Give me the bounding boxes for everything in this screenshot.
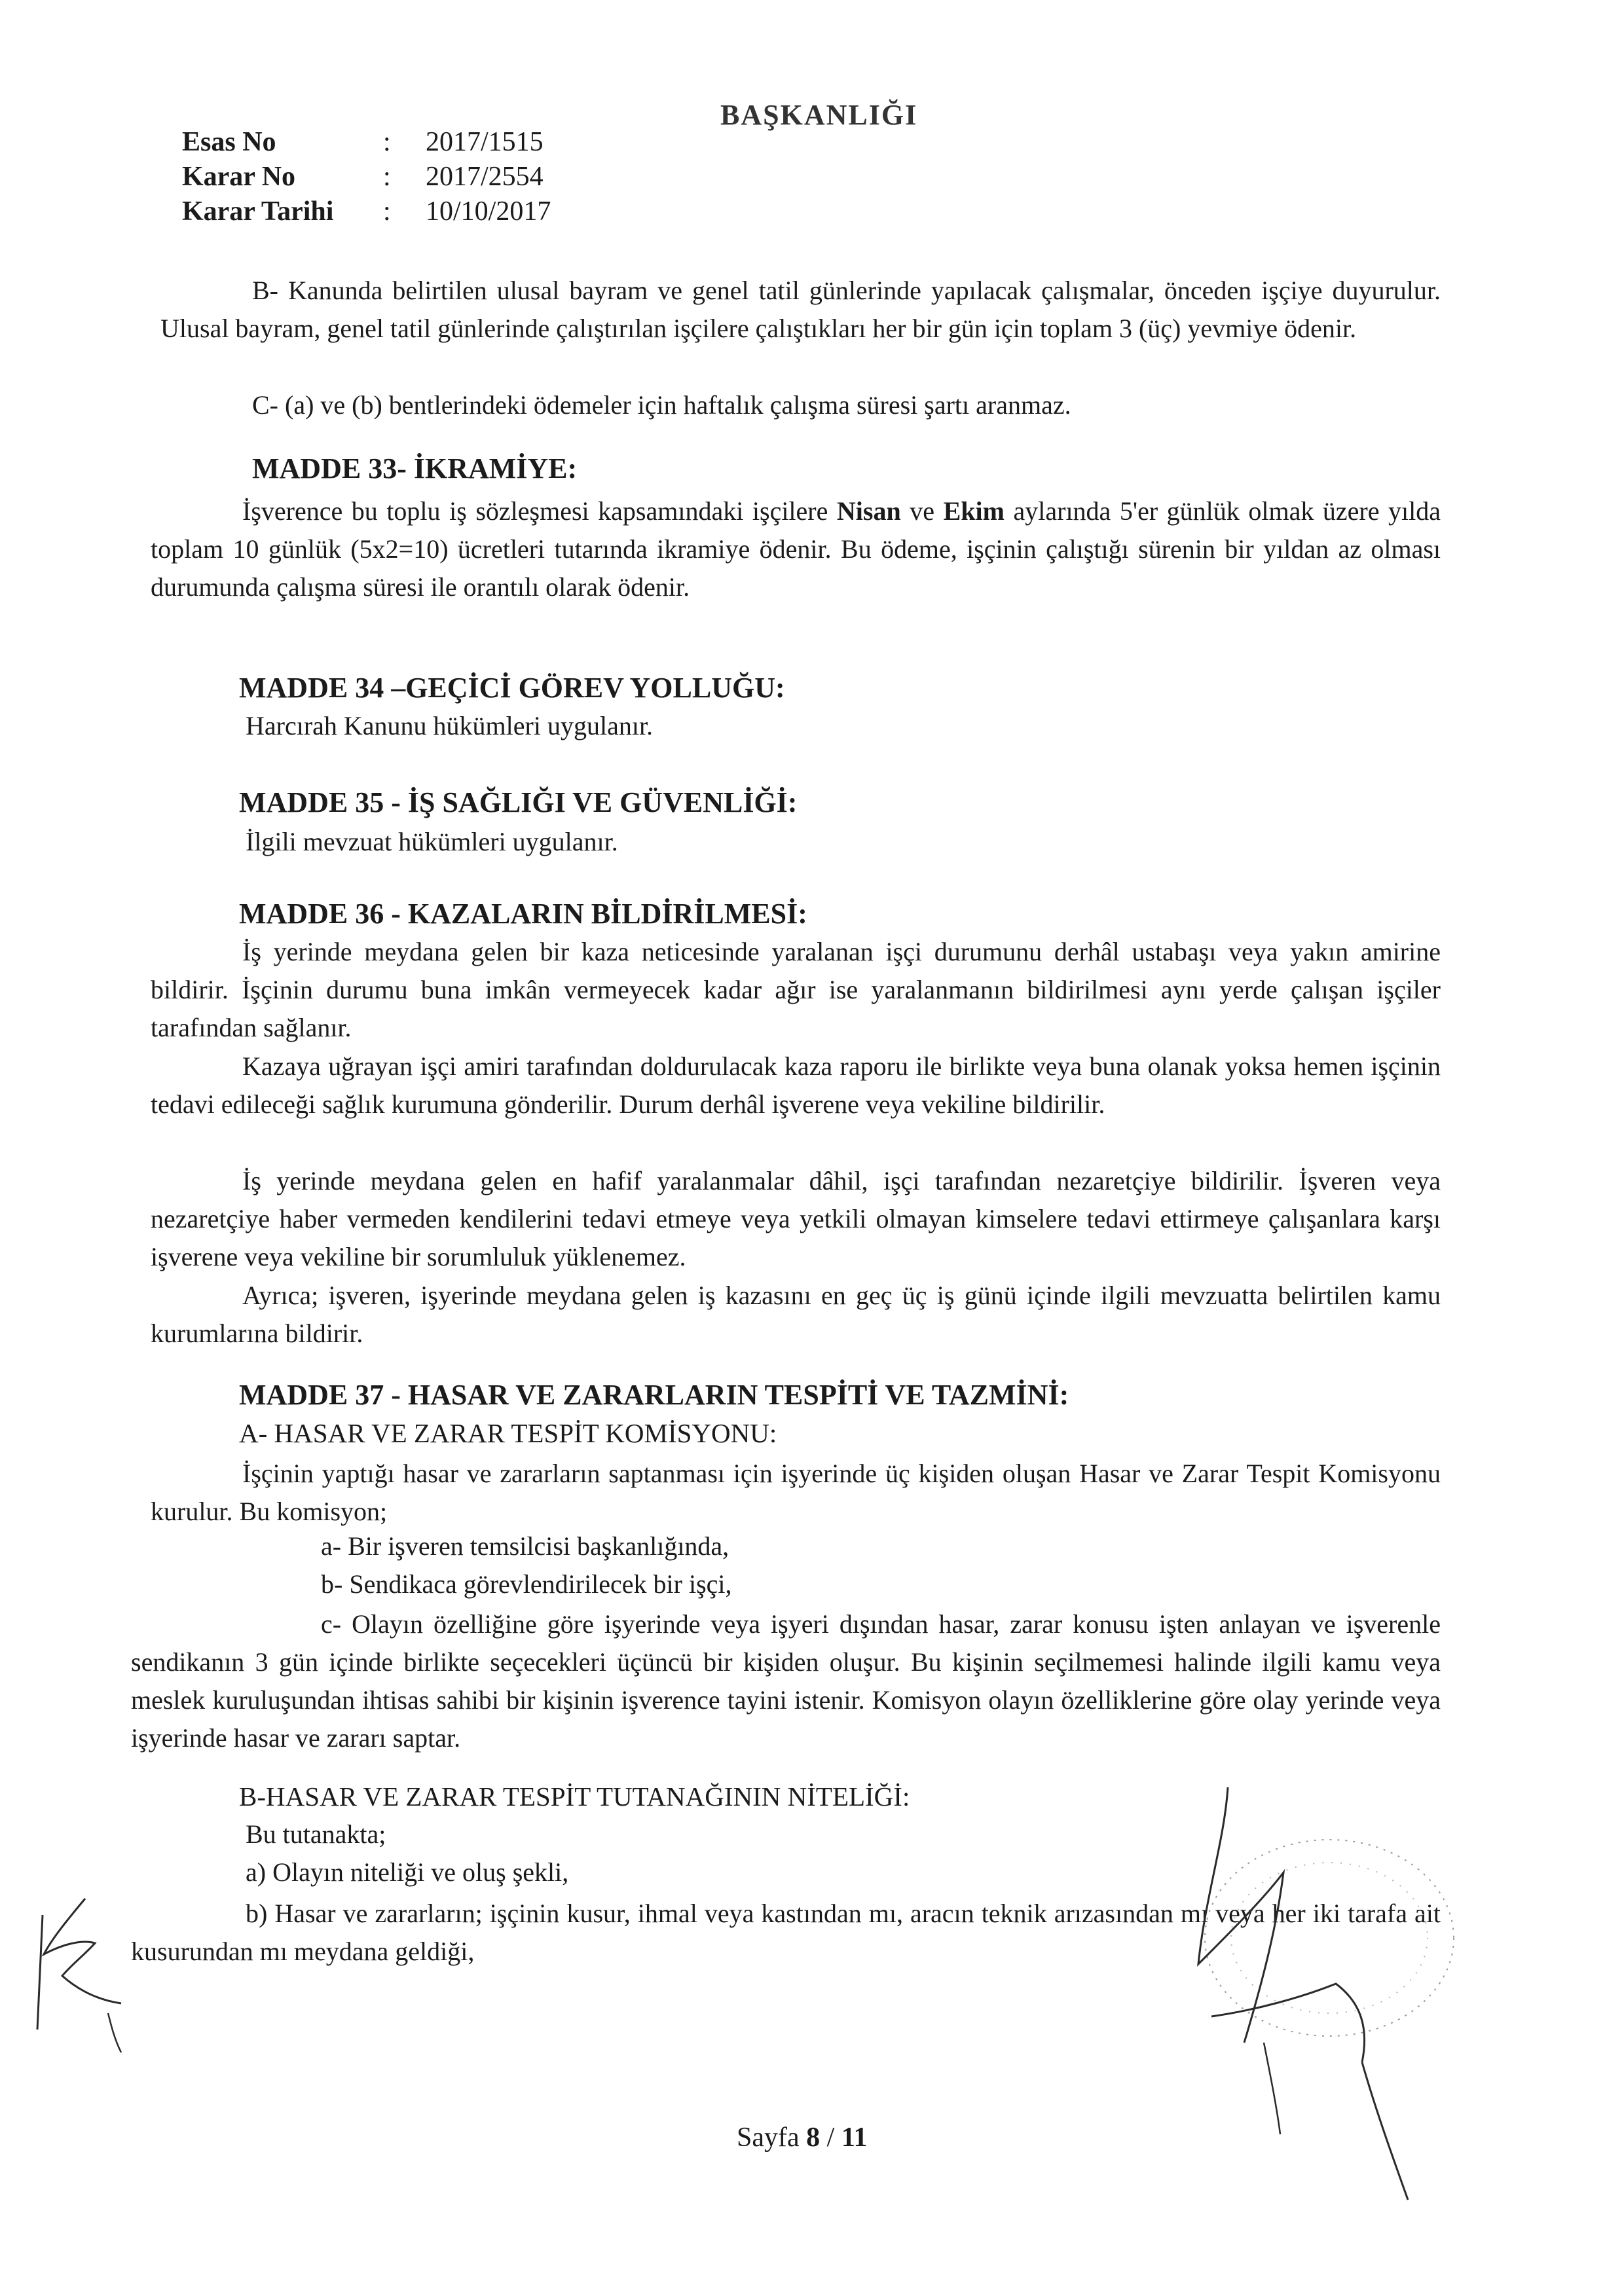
month-ekim: Ekim (943, 496, 1005, 526)
madde-37-b-item-b-text: b) Hasar ve zararların; işçinin kusur, ihmal veya kastından mı, aracın teknik arızasından mı veya her iki tarafa ait kusurundan mı meydana geldiği, (131, 1899, 1441, 1966)
esas-no-separator: : (383, 127, 391, 157)
madde-37-a-p1-text: İşçinin yaptığı hasar ve zararların saptanması için işyerinde üç kişiden oluşan Hasar ve Zarar Tespit Komisyonu kurulur. Bu komisyon; (151, 1459, 1441, 1526)
esas-no-value: 2017/1515 (426, 127, 544, 157)
madde-36-p1-text: İş yerinde meydana gelen bir kaza neticesinde yaralanan işçi durumunu derhâl ustabaşı veya yakın amirine bildirir. İşçinin durumu buna imkân vermeyecek kadar ağır ise yaralanmanın bildirilmesi aynı yerde çalışan işçiler tarafından sağlanır. (151, 937, 1441, 1042)
madde-33-text-2: ve (900, 496, 944, 526)
karar-no-separator: : (383, 162, 391, 192)
madde-36-paragraph-2 (151, 1048, 1441, 1123)
madde-33-text-3: aylarında 5'er günlük olmak üzere yılda toplam 10 günlük (5x2=10) ücretleri tutarında ikramiye ödenir. Bu ödeme, işçinin çalıştığı sürenin bir yıldan az olması durumunda çalışma süresi ile orantılı olarak ödenir. (151, 496, 1441, 602)
madde-36-p4-text: Ayrıca; işveren, işyerinde meydana gelen iş kazasını en geç üç iş günü içinde ilgili mevzuatta belirtilen kamu kurumlarına bildirir. (151, 1281, 1441, 1348)
madde-37-b-intro: Bu tutanakta; (246, 1819, 386, 1849)
madde-36-p2-text: Kazaya uğrayan işçi amiri tarafından doldurulacak kaza raporu ile birlikte veya buna olanak yoksa hemen işçinin tedavi edileceği sağlık kurumuna gönderilir. Durum derhâl işverene veya vekiline bildirilir. (151, 1051, 1441, 1119)
madde-37-b-title: B-HASAR VE ZARAR TESPİT TUTANAĞININ NİTELİĞİ: (239, 1781, 910, 1812)
paragraph-c (160, 386, 1441, 424)
paragraph-c-text: C- (a) ve (b) bentlerindeki ödemeler için haftalık çalışma süresi şartı aranmaz. (252, 390, 1071, 420)
madde-36-heading: MADDE 36 - KAZALARIN BİLDİRİLMESİ: (239, 898, 807, 930)
madde-36-paragraph-3 (151, 1162, 1441, 1276)
page-current: 8 (806, 2123, 821, 2153)
madde-33-text-1: İşverence bu toplu iş sözleşmesi kapsamındaki işçilere (242, 496, 837, 526)
madde-36-paragraph-1 (151, 933, 1441, 1047)
esas-no-label: Esas No (182, 127, 276, 157)
page-separator: / (820, 2123, 841, 2153)
madde-34-heading: MADDE 34 –GEÇİCİ GÖREV YOLLUĞU: (239, 672, 785, 704)
madde-35-heading: MADDE 35 - İŞ SAĞLIĞI VE GÜVENLİĞİ: (239, 786, 798, 818)
madde-37-heading: MADDE 37 - HASAR VE ZARARLARIN TESPİTİ VE TAZMİNİ: (239, 1379, 1069, 1411)
page-number (737, 2121, 868, 2154)
karar-tarihi-label: Karar Tarihi (182, 196, 334, 227)
madde-37-a-item-c (131, 1605, 1441, 1757)
madde-37-a-item-c-text: c- Olayın özelliğine göre işyerinde veya işyeri dışından hasar, zarar konusu işten anlayan ve işverenle sendikanın 3 gün içinde birlikte seçecekleri üçüncü bir kişiden oluşur. Bu kişinin seçilmemesi halinde ilgili kamu veya meslek kuruluşundan ihtisas sahibi bir kişinin işverence tayini istenir. Komisyon olayın özelliklerine göre olay yerinde veya işyerinde hasar ve zararı saptar. (131, 1609, 1441, 1753)
signature-stamp (1166, 1768, 1493, 2213)
madde-37-a-paragraph-1 (151, 1455, 1441, 1531)
madde-35-text: İlgili mevzuat hükümleri uygulanır. (246, 827, 618, 856)
paragraph-b (160, 272, 1441, 348)
madde-37-a-title: A- HASAR VE ZARAR TESPİT KOMİSYONU: (239, 1418, 777, 1448)
month-nisan: Nisan (836, 496, 901, 526)
madde-33-paragraph (151, 492, 1441, 606)
madde-34-text: Harcırah Kanunu hükümleri uygulanır. (246, 711, 654, 740)
page-total: 11 (841, 2123, 868, 2153)
header-top-title: BAŞKANLIĞI (720, 99, 918, 131)
karar-tarihi-value: 10/10/2017 (426, 196, 551, 227)
karar-no-label: Karar No (182, 162, 296, 192)
madde-36-p3-text: İş yerinde meydana gelen en hafif yaralanmalar dâhil, işçi tarafından nezaretçiye bildirilir. İşveren veya nezaretçiye haber vermeden kendilerini tedavi etmeye veya yetkili olmayan kimselere tedavi ettirmeye çalışanlara karşı işverene veya vekiline bir sorumluluk yüklenemez. (151, 1166, 1441, 1271)
karar-no-value: 2017/2554 (426, 162, 544, 192)
page-prefix: Sayfa (737, 2123, 807, 2153)
madde-37-a-item-b: b- Sendikaca görevlendirilecek bir işçi, (321, 1569, 732, 1599)
madde-37-a-item-a: a- Bir işveren temsilcisi başkanlığında, (321, 1531, 729, 1561)
karar-tarihi-separator: : (383, 196, 391, 227)
handwritten-initials (23, 1892, 134, 2062)
madde-36-paragraph-4 (151, 1277, 1441, 1353)
madde-33-heading: MADDE 33- İKRAMİYE: (252, 452, 578, 484)
paragraph-b-text: B- Kanunda belirtilen ulusal bayram ve genel tatil günlerinde yapılacak çalışmalar, önceden işçiye duyurulur. Ulusal bayram, genel tatil günlerinde çalıştırılan işçilere çalıştıkları her bir gün için toplam 3 (üç) yevmiye ödenir. (160, 276, 1441, 343)
madde-37-b-item-a: a) Olayın niteliği ve oluş şekli, (246, 1857, 569, 1887)
